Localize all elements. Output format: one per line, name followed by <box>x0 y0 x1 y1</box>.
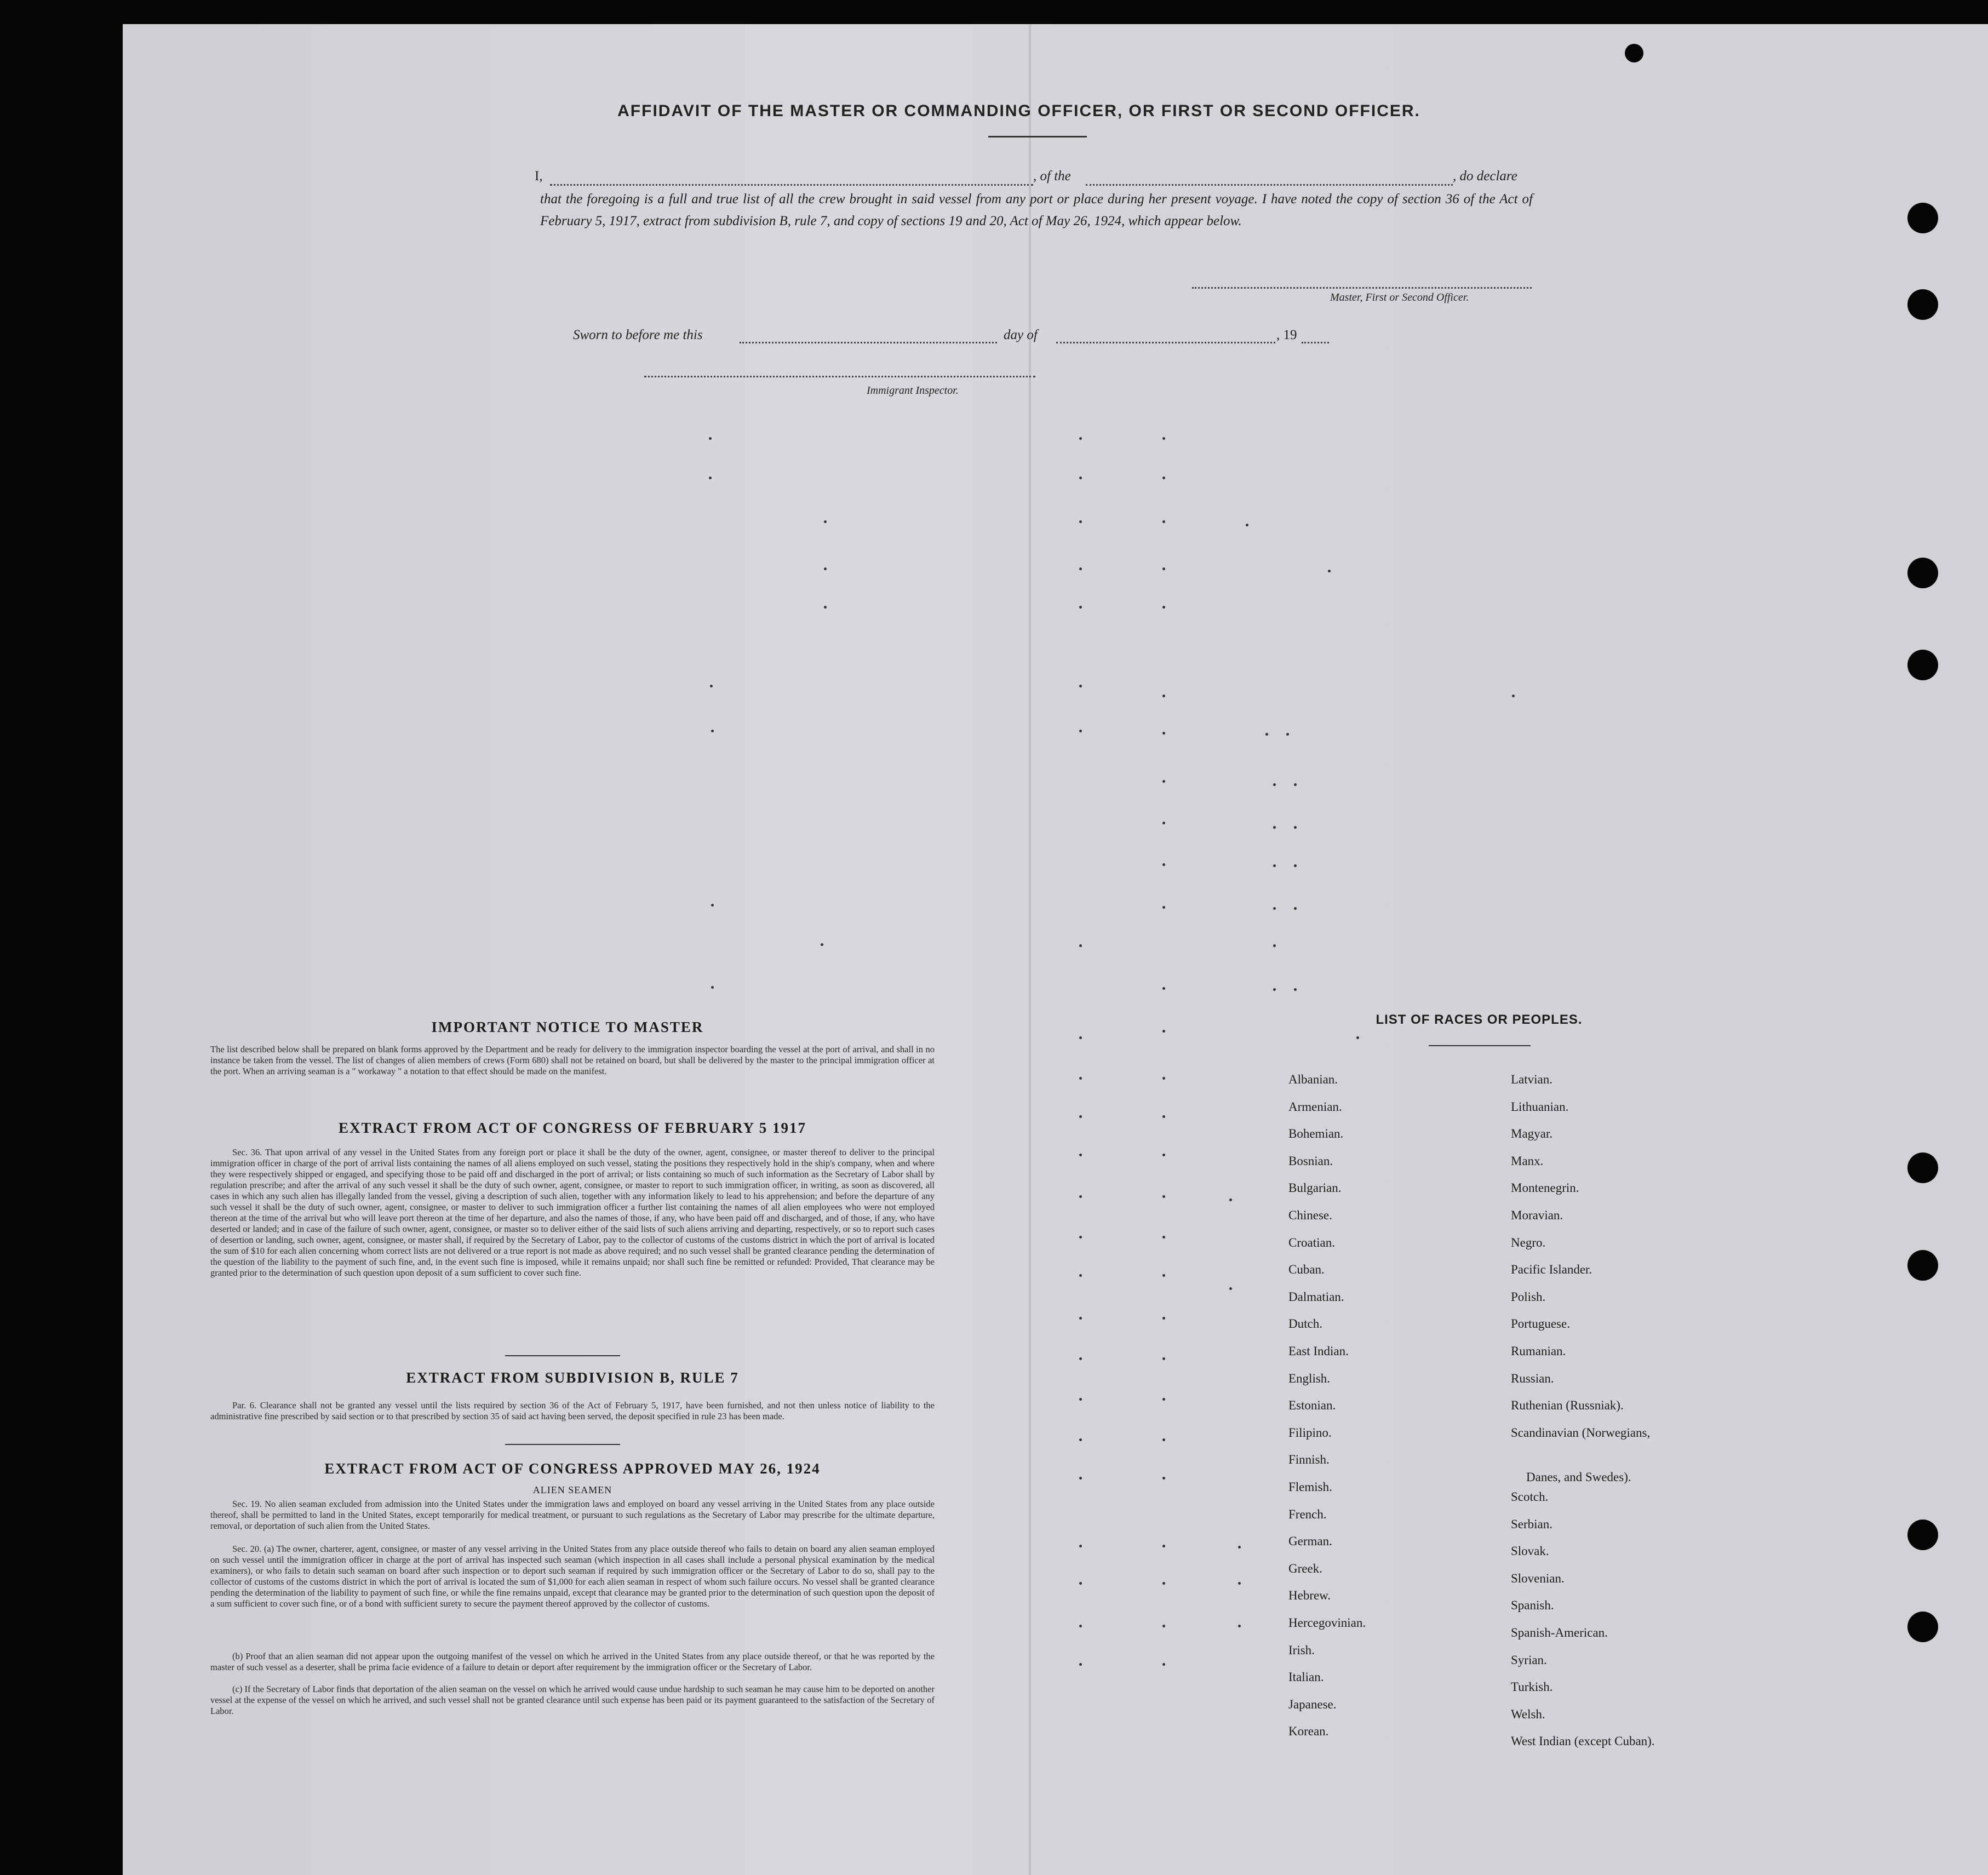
race-item: Bohemian. <box>1288 1127 1344 1141</box>
race-item: Slovak. <box>1511 1544 1549 1558</box>
race-item: Bosnian. <box>1288 1154 1333 1168</box>
race-item: Italian. <box>1288 1670 1324 1684</box>
race-item: Danes, and Swedes). <box>1526 1470 1631 1484</box>
race-item: Portuguese. <box>1511 1317 1570 1331</box>
race-item: Dutch. <box>1288 1317 1322 1331</box>
year-label: , 19 <box>1276 328 1297 342</box>
race-item: Rumanian. <box>1511 1344 1566 1358</box>
section-divider <box>505 1444 620 1445</box>
race-item: Japanese. <box>1288 1697 1337 1711</box>
extract-rule7-body: Par. 6. Clearance shall not be granted any vessel until the lists required by section 36 of the Act of February 5, 1917, have been furnished, and not then unless notice of liability to the administrative fine prescribed by said section or to that prescribed by section 35 of said act having been served, the deposit specified in rule 23 has been made. <box>210 1400 935 1421</box>
affidavit-title: AFFIDAVIT OF THE MASTER OR COMMANDING OFFICER, OR FIRST OR SECOND OFFICER. <box>617 102 1420 120</box>
extract-1917-title: EXTRACT FROM ACT OF CONGRESS OF FEBRUARY 5 1917 <box>338 1120 807 1136</box>
sworn-day-field[interactable] <box>740 342 997 343</box>
race-item: Scandinavian (Norwegians, <box>1511 1425 1651 1440</box>
extract-1917-body: Sec. 36. That upon arrival of any vessel in the United States from any foreign port or place it shall be the duty of the owner, agent, consignee, or master thereof to deliver to the principal immigration officer in charge of the port of arrival lists containing the names of all aliens employed on such vessel, stating the positions they respectively hold in the ship's company, when and where they were respectively shipped or engaged, and specifying those to be paid off and discharged in the port of arrival; or lists containing so much of such information as the Secretary of Labor shall by regulation prescribe; and after the arrival of any such vessel it shall be the duty of such owner, agent, consignee, or master to report to such immigration officer, in writing, as soon as discovered, all cases in which any such alien has illegally landed from the vessel, giving a description of such alien, together with any information likely to lead to his apprehension; and before the departure of any such vessel it shall be the duty of such owner, agent, consignee, or master to deliver to such immigration officer a further list containing the names of all alien employees who were not employed thereon at the time of the arrival but who will leave port thereon at the time of her departure, and also the names of those, if any, who have been paid off and discharged, and of those, if any, who have deserted or landed; and in case of the failure of such owner, agent, consignee, or master so to deliver either of the said lists of such aliens arriving and departing, respectively, or so to report such cases of desertion or landing, such owner, agent, consignee, or master shall, if required by the Secretary of Labor, pay to the collector of customs of the customs district in which the port of arrival is located the sum of $10 for each alien concerning whom correct lists are not delivered or a true report is not made as above required; and no such vessel shall be granted clearance pending the determination of the question of the liability to the payment of such fine, and, in the event such fine is imposed, while it remains unpaid; nor shall such fine be remitted or refunded: Provided, That clearance may be granted prior to the determination of such question upon deposit of a sum sufficient to cover such fine. <box>210 1147 935 1278</box>
race-item: East Indian. <box>1288 1344 1349 1358</box>
races-title: LIST OF RACES OR PEOPLES. <box>1376 1012 1583 1027</box>
race-item: Lithuanian. <box>1511 1099 1569 1114</box>
race-item: Albanian. <box>1288 1073 1338 1086</box>
affidavit-i-label: I, <box>535 169 543 184</box>
race-item: French. <box>1288 1507 1327 1521</box>
master-name-field[interactable] <box>550 184 1033 186</box>
sworn-month-field[interactable] <box>1056 342 1275 343</box>
extract-1924-sec20c: (c) If the Secretary of Labor finds that deportation of the alien seaman on the vessel on which he arrived would cause undue hardship to such seaman he may cause him to be deported on another vessel at the expense of the vessel on which he arrived, and such vessel shall not be granted clearance until such expense has been paid or its payment guaranteed to the satisfaction of the Secretary of Labor. <box>210 1684 935 1716</box>
notice-body: The list described below shall be prepared on blank forms approved by the Department and be ready for delivery to the immigration inspector boarding the vessel at the port of arrival, and shall in no instance be taken from the vessel. The list of changes of alien members of crews (Form 680) shall not be retained on board, but shall be delivered by the master to the principal immigration officer at the port. When an arriving seaman is a " workaway " a notation to that effect should be made on the manifest. <box>210 1044 935 1076</box>
race-item: Armenian. <box>1288 1099 1342 1114</box>
extract-rule7-title: EXTRACT FROM SUBDIVISION B, RULE 7 <box>406 1369 739 1386</box>
race-item: Chinese. <box>1288 1208 1332 1222</box>
day-of-label: day of <box>1004 328 1038 342</box>
title-underline <box>988 136 1087 137</box>
race-item: Finnish. <box>1288 1453 1330 1467</box>
alien-seamen-subtitle: ALIEN SEAMEN <box>532 1484 612 1495</box>
race-item: Slovenian. <box>1511 1571 1565 1585</box>
race-item: West Indian (except Cuban). <box>1511 1734 1655 1748</box>
race-item: Latvian. <box>1511 1073 1552 1086</box>
race-item: Spanish. <box>1511 1598 1554 1613</box>
punch-hole <box>1907 203 1938 233</box>
race-item: Hercegovinian. <box>1288 1616 1366 1630</box>
inspector-signature-field[interactable] <box>644 376 1035 377</box>
race-item: Estonian. <box>1288 1398 1336 1413</box>
race-item: Cuban. <box>1288 1263 1325 1277</box>
declaration-text: that the foregoing is a full and true list of all the crew brought in said vessel from any port or place during her present voyage. I have noted the copy of section 36 of the Act of February 5, 1917, extract from subdivision B, rule 7, and copy of sections 19 and 20, Act of May 26, 1924, which appear below. <box>540 192 1533 228</box>
sworn-label: Sworn to before me this <box>573 328 703 342</box>
extract-1924-sec20b: (b) Proof that an alien seaman did not appear upon the outgoing manifest of the vessel on which he arrived in the United States from any place outside thereof, or that he was reported by the master of such vessel as a deserter, shall be prima facie evidence of a failure to detain or deport after requirement by the immigration officer or the Secretary of Labor. <box>210 1651 935 1672</box>
race-item: Syrian. <box>1511 1653 1547 1667</box>
race-item: Montenegrin. <box>1511 1181 1579 1195</box>
extract-1924-sec19: Sec. 19. No alien seaman excluded from admission into the United States under the immigration laws and employed on board any vessel arriving in the United States from any place outside thereof, shall be permitted to land in the United States, except temporarily for medical treatment, or pursuant to such regulations as the Secretary of Labor may prescribe for the ultimate departure, removal, or deportation of such alien from the United States. <box>210 1499 935 1531</box>
race-item: Irish. <box>1288 1643 1315 1657</box>
extract-1924-sec20a: Sec. 20. (a) The owner, charterer, agent, consignee, or master of any vessel arriving in the United States from any place outside thereof who fails to detain on board any alien seaman employed on such vessel until the immigration officer in charge at the port of arrival has inspected such seaman (which inspection in all cases shall include a personal physical examination by the medical examiners), or who fails to detain such seaman on board after such inspection or to deport such seaman if required by such immigration officer or the Secretary of Labor to do so, shall pay to the collector of customs of the customs district in which the port of arrival is located the sum of $1,000 for each alien seaman in respect of whom such failure occurs. No vessel shall be granted clearance pending the determination of the liability to payment of such fine, or while the fine remains unpaid, except that clearance may be granted prior to the determination of such question upon the deposit of a sum sufficient to cover such fine, or of a bond with sufficient surety to secure the payment thereof approved by the collector of customs. <box>210 1544 935 1609</box>
race-item: Flemish. <box>1288 1480 1332 1494</box>
section-divider <box>505 1355 620 1356</box>
signature-label: Master, First or Second Officer. <box>1330 291 1469 303</box>
punch-hole <box>1907 1250 1938 1281</box>
inspector-label: Immigrant Inspector. <box>867 385 959 397</box>
race-item: Negro. <box>1511 1235 1546 1249</box>
do-declare-label: , do declare <box>1453 169 1517 184</box>
race-item: Welsh. <box>1511 1707 1545 1721</box>
race-item: German. <box>1288 1534 1332 1549</box>
punch-hole <box>1907 289 1938 320</box>
fold-crease <box>1029 24 1031 1875</box>
race-item: Scotch. <box>1511 1490 1549 1504</box>
race-item: Ruthenian (Russniak). <box>1511 1398 1624 1413</box>
race-item: Turkish. <box>1511 1680 1553 1694</box>
vessel-name-field[interactable] <box>1086 184 1453 186</box>
race-item: Russian. <box>1511 1371 1554 1385</box>
race-item: Korean. <box>1288 1724 1329 1739</box>
punch-hole <box>1907 650 1938 680</box>
races-title-underline <box>1429 1045 1531 1046</box>
notice-title: IMPORTANT NOTICE TO MASTER <box>431 1019 704 1035</box>
extract-1924-title: EXTRACT FROM ACT OF CONGRESS APPROVED MAY 26, 1924 <box>324 1460 821 1477</box>
race-item: Bulgarian. <box>1288 1181 1342 1195</box>
race-item: Moravian. <box>1511 1208 1563 1222</box>
race-item: Filipino. <box>1288 1425 1332 1440</box>
signature-field[interactable] <box>1192 287 1532 289</box>
race-item: Dalmatian. <box>1288 1289 1344 1304</box>
race-item: Pacific Islander. <box>1511 1263 1592 1277</box>
race-item: Magyar. <box>1511 1127 1553 1141</box>
race-item: Manx. <box>1511 1154 1544 1168</box>
punch-hole <box>1625 44 1643 62</box>
race-item: Croatian. <box>1288 1235 1335 1249</box>
punch-hole <box>1907 1612 1938 1642</box>
year-field[interactable] <box>1302 342 1329 343</box>
race-item: Hebrew. <box>1288 1589 1331 1603</box>
race-item: Serbian. <box>1511 1517 1553 1531</box>
punch-hole <box>1907 1520 1938 1550</box>
race-item: Polish. <box>1511 1289 1546 1304</box>
punch-hole <box>1907 558 1938 588</box>
race-item: English. <box>1288 1371 1331 1385</box>
race-item: Greek. <box>1288 1561 1322 1575</box>
of-the-label: , of the <box>1033 169 1071 184</box>
race-item: Spanish-American. <box>1511 1626 1608 1639</box>
punch-hole <box>1907 1152 1938 1183</box>
